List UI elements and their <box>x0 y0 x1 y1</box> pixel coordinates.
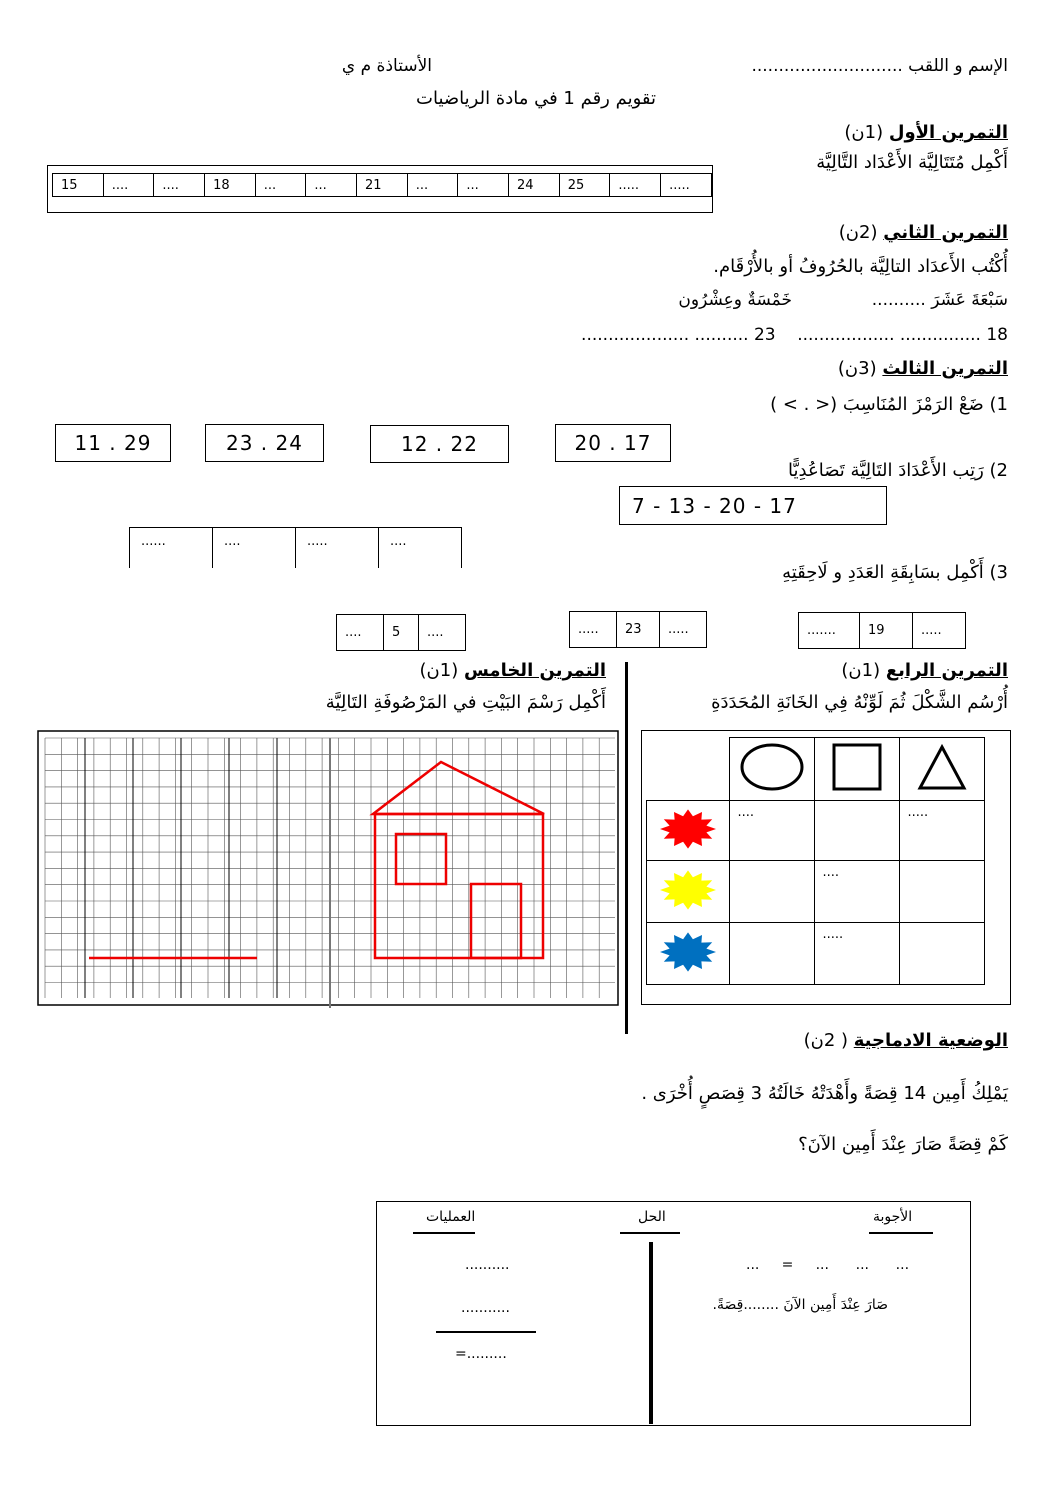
ex2-points: (2ن) <box>838 222 878 243</box>
operation-result[interactable]: =......... <box>455 1346 507 1362</box>
neighbors-23 <box>569 611 707 648</box>
ex4-title: التمرين الرابع <box>885 660 1008 681</box>
ex5-heading <box>420 660 606 681</box>
sequence-cell[interactable]: .... <box>154 174 205 197</box>
compare-box-1: 11 . 29 <box>55 424 171 462</box>
neighbors-19 <box>798 612 966 649</box>
triangle-cell <box>899 738 984 801</box>
answer-cell[interactable] <box>814 801 899 861</box>
ex5-instruction: أَكْمِل رَسْمَ البَيْتِ في المَرْصُوفَةِ التَالِيَّة <box>325 692 606 713</box>
sequence-cell: 21 <box>357 174 408 197</box>
circle-cell <box>729 738 814 801</box>
ex2-line2: 18 ............... .................. 23 .......... .................... <box>581 325 1008 345</box>
ex1-sequence-table <box>52 173 712 197</box>
problem-text-1: يَمْلِكُ أَمِين 14 قِصَةً وأَهْدَتْهُ خَالَتُهُ 3 قِصَصٍ أُخْرَى . <box>641 1083 1008 1104</box>
ex2-line1-b: خَمْسَةٌ وعِشْرُون <box>678 290 792 310</box>
ex2-line1-a: سَبْعَةَ عَشَرَ .......... <box>871 290 1008 310</box>
answers-underline <box>869 1232 933 1234</box>
ex3-q3: 3) أَكْمِل بسَابِقَةِ العَدَدِ و لَاحِقَتِهِ <box>782 562 1008 583</box>
yellow-splash-icon <box>658 870 718 910</box>
ex4-heading <box>841 660 1008 681</box>
problem-points: ( 2ن) <box>803 1030 849 1051</box>
compare-box-2: 23 . 24 <box>205 424 324 462</box>
numbers-box: 7 - 13 - 20 - 17 <box>619 486 887 525</box>
sequence-cell[interactable]: ..... <box>610 174 661 197</box>
triangle-icon <box>914 742 970 792</box>
ex3-q2: 2) رَتِب الأَعْدَادَ التَالِيَّة تَصَاعُدِيًّا <box>788 460 1008 481</box>
sequence-cell: 24 <box>509 174 560 197</box>
operation-rule <box>436 1331 536 1333</box>
answer-cell[interactable] <box>729 861 814 923</box>
col-operations: العمليات <box>426 1209 476 1225</box>
answer-cell[interactable] <box>899 861 984 923</box>
neighbor-cell[interactable]: ..... <box>660 612 707 648</box>
ex5-title: التمرين الخامس <box>463 660 606 681</box>
neighbor-cell[interactable]: ..... <box>570 612 617 648</box>
ex3-heading <box>838 358 1008 379</box>
col-solution: الحل <box>638 1209 666 1225</box>
section-divider <box>625 662 628 1034</box>
neighbor-cell: 19 <box>860 613 913 649</box>
ex3-title: التمرين الثالث <box>882 358 1008 379</box>
ex2-title: التمرين الثاني <box>883 222 1008 243</box>
red-splash-icon <box>658 809 718 849</box>
neighbor-cell[interactable]: ....... <box>799 613 860 649</box>
ex3-q1: 1) ضَعْ الرَمْزَ المُنَاسِبَ (< . > ) <box>770 394 1008 415</box>
ascending-answer-row <box>129 527 462 568</box>
blue-splash-cell <box>647 923 730 985</box>
problem-text-2: كَمْ قِصَةً صَارَ عِنْدَ أَمِين الآنَ؟ <box>798 1134 1008 1155</box>
ex3-points: (3ن) <box>837 358 877 379</box>
red-splash-cell <box>647 801 730 861</box>
operations-underline <box>413 1232 475 1234</box>
problem-title: الوضعية الادماجية <box>853 1030 1008 1051</box>
house-grid[interactable] <box>37 730 619 1008</box>
yellow-splash-cell <box>647 861 730 923</box>
problem-heading <box>804 1030 1008 1051</box>
sequence-cell[interactable]: ... <box>255 174 306 197</box>
ex1-sequence-frame <box>47 165 713 213</box>
page-title: تقويم رقم 1 في مادة الرياضيات <box>416 88 656 109</box>
col-answers: الأجوبة <box>873 1209 913 1225</box>
ex2-instruction: أُكْتُب الأَعدَاد التالِيَّة بالحُرُوفُ أو بالأُرْقَام. <box>713 256 1008 277</box>
teacher-name: الأستاذة م ي <box>341 56 432 76</box>
answer-cell[interactable]: .... <box>814 861 899 923</box>
operation-line-1[interactable]: .......... <box>465 1257 510 1273</box>
sequence-cell[interactable]: ... <box>306 174 357 197</box>
square-icon <box>829 742 885 792</box>
answer-cell[interactable]: .... <box>729 801 814 861</box>
operation-line-2[interactable]: ........... <box>461 1300 510 1316</box>
ascending-cell-1[interactable]: ...... <box>141 534 166 549</box>
ex2-heading <box>839 222 1008 243</box>
compare-box-4: 20 . 17 <box>555 424 671 462</box>
square-cell <box>814 738 899 801</box>
neighbor-cell[interactable]: .... <box>337 615 384 651</box>
ex1-heading <box>844 122 1008 143</box>
ascending-cell-2[interactable]: .... <box>224 534 241 549</box>
shape-color-table <box>646 737 985 985</box>
answer-cell[interactable] <box>729 923 814 985</box>
neighbors-5 <box>336 614 466 651</box>
neighbor-cell[interactable]: ..... <box>913 613 966 649</box>
compare-box-3: 12 . 22 <box>370 425 509 463</box>
circle-icon <box>739 742 805 792</box>
neighbor-cell: 5 <box>384 615 419 651</box>
solution-underline <box>620 1232 680 1234</box>
blue-splash-icon <box>658 932 718 972</box>
sequence-cell: 15 <box>53 174 104 197</box>
sequence-cell[interactable]: ... <box>407 174 458 197</box>
name-label: الإسم و اللقب ............................ <box>751 56 1008 76</box>
sequence-cell[interactable]: .... <box>103 174 154 197</box>
answer-cell[interactable]: ..... <box>899 801 984 861</box>
ex5-points: (1ن) <box>419 660 459 681</box>
ex1-points: (1ن) <box>844 122 884 143</box>
ascending-cell-4[interactable]: .... <box>390 534 407 549</box>
ascending-cell-3[interactable]: ..... <box>307 534 328 549</box>
answer-sentence: صَارَ عِنْدَ أَمِين الآنَ ........قِصَةً. <box>712 1297 888 1313</box>
sequence-cell[interactable]: ... <box>458 174 509 197</box>
sequence-cell[interactable]: ..... <box>661 174 712 197</box>
ex4-points: (1ن) <box>841 660 881 681</box>
solution-divider <box>649 1242 653 1424</box>
ex1-instruction: أَكْمِل مُتَتَالِيَّة الأَعْدَاد التَّالِيَّة <box>816 152 1008 173</box>
ex4-instruction: أُرْسُم الشَّكْلَ ثُمَ لَوِّنْهُ فِي الخَانَةِ المُحَدَدَةِ <box>711 692 1008 713</box>
neighbor-cell: 23 <box>617 612 660 648</box>
answer-cell[interactable] <box>899 923 984 985</box>
neighbor-cell[interactable]: .... <box>419 615 466 651</box>
sequence-cell: 18 <box>205 174 256 197</box>
ex1-title: التمرين الأول <box>888 122 1008 143</box>
equation-line[interactable]: ... = ... ... ... <box>746 1257 910 1273</box>
answer-cell[interactable]: ..... <box>814 923 899 985</box>
sequence-cell: 25 <box>559 174 610 197</box>
